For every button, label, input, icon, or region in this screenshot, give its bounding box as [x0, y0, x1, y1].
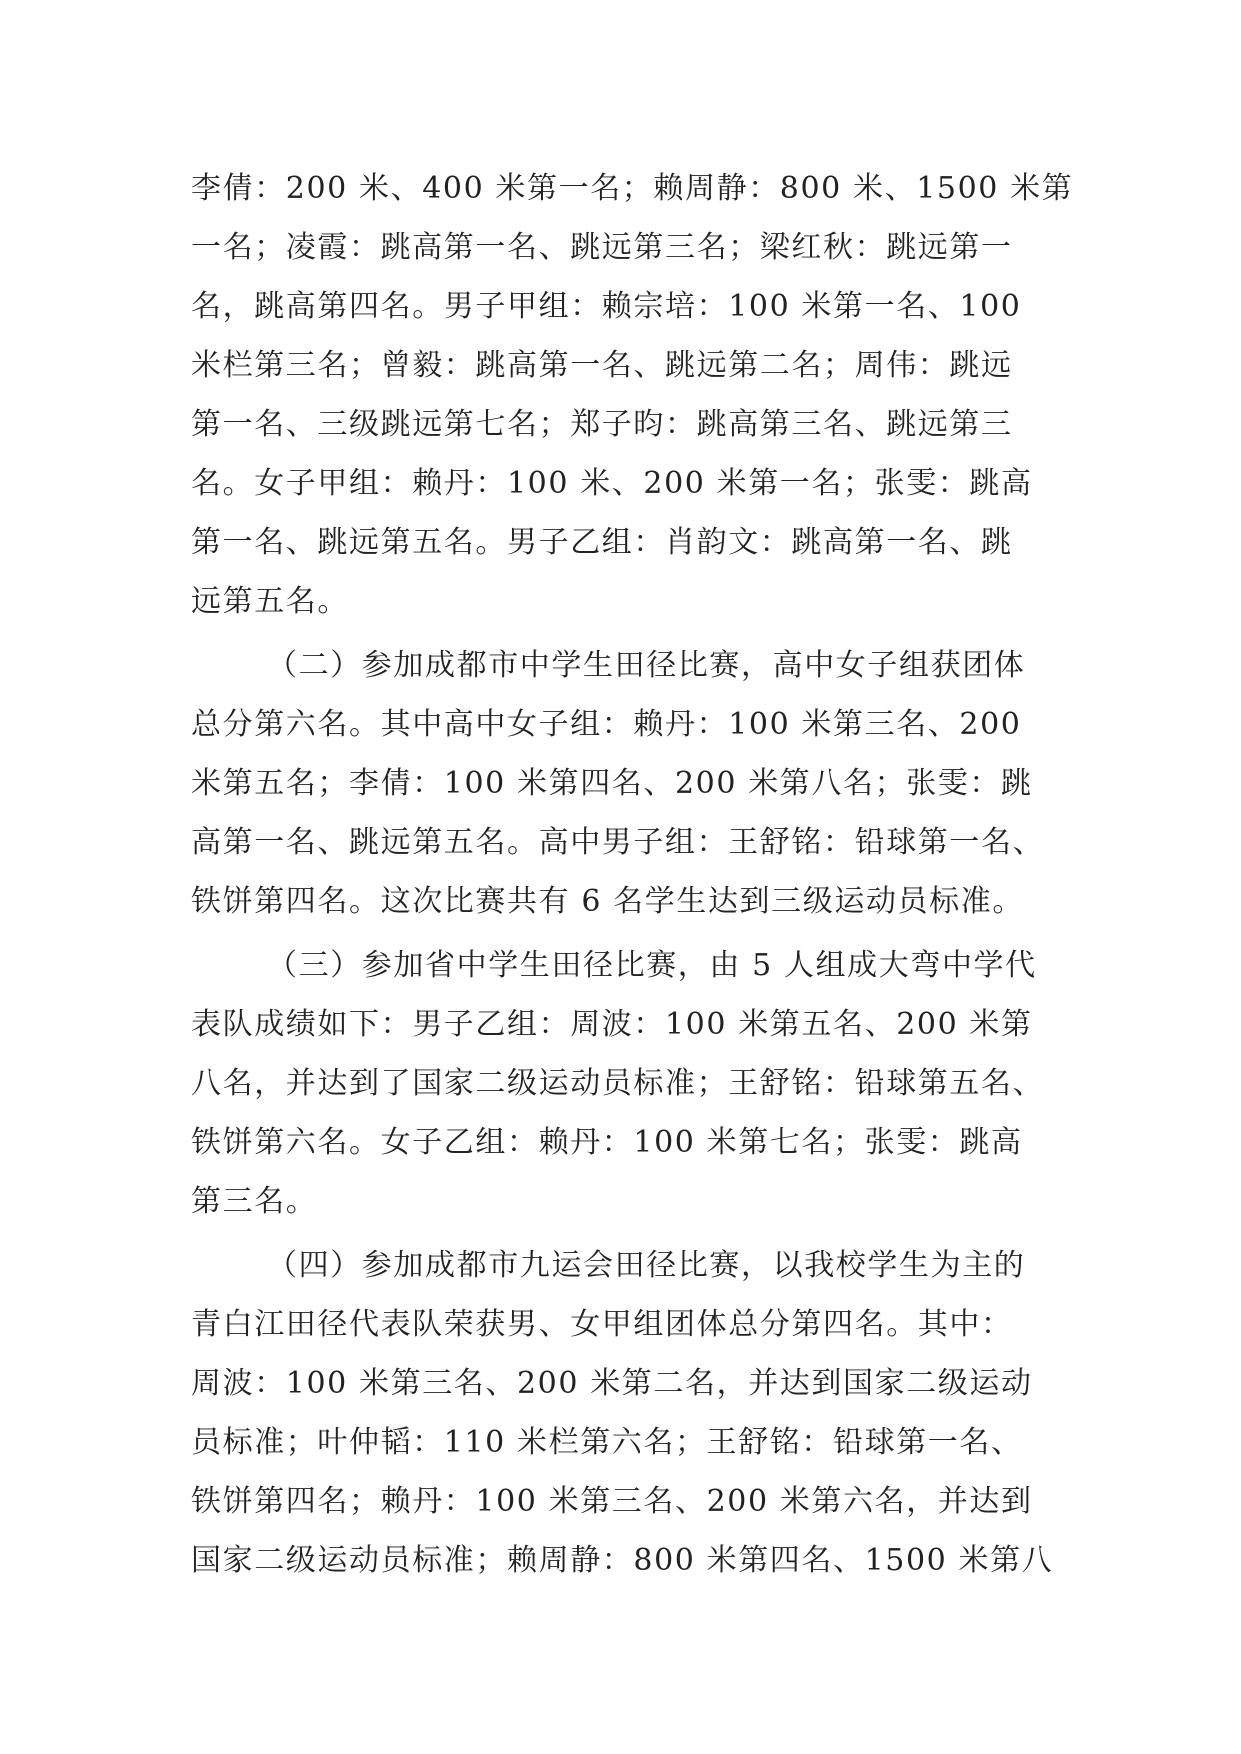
text-line: 名。女子甲组：赖丹：100 米、200 米第一名；张雯：跳高: [191, 466, 1033, 501]
text-line: 员标准；叶仲韬：110 米栏第六名；王舒铭：铅球第一名、: [191, 1425, 1023, 1460]
text-line: 铁饼第四名；赖丹：100 米第三名、200 米第六名，并达到: [191, 1484, 1033, 1519]
text-line: 铁饼第四名。这次比赛共有 6 名学生达到三级运动员标准。: [191, 884, 1024, 919]
text-line: 第一名、跳远第五名。男子乙组：肖韵文：跳高第一名、跳: [191, 525, 1013, 560]
text-line: 青白江田径代表队荣获男、女甲组团体总分第四名。其中：: [191, 1307, 1013, 1342]
document-body: [191, 159, 1074, 1595]
paragraph-1: [191, 159, 1074, 631]
text-line: 米第五名；李倩：100 米第四名、200 米第八名；张雯：跳: [191, 766, 1033, 801]
text-line: （三）参加省中学生田径比赛，由 5 人组成大弯中学代: [267, 948, 1037, 983]
text-line: 八名，并达到了国家二级运动员标准；王舒铭：铅球第五名、: [191, 1066, 1045, 1101]
text-line: 总分第六名。其中高中女子组：赖丹：100 米第三名、200: [191, 707, 1022, 742]
text-line: 第三名。: [191, 1184, 318, 1219]
text-line: 铁饼第六名。女子乙组：赖丹：100 米第七名；张雯：跳高: [191, 1125, 1023, 1160]
paragraph-4: [191, 1236, 1054, 1590]
text-line: 高第一名、跳远第五名。高中男子组：王舒铭：铅球第一名、: [191, 825, 1045, 860]
text-line: 李倩：200 米、400 米第一名；赖周静：800 米、1500 米第: [191, 171, 1074, 206]
text-line: 一名；凌霞：跳高第一名、跳远第三名；梁红秋：跳远第一: [191, 230, 1013, 265]
text-line: （二）参加成都市中学生田径比赛，高中女子组获团体: [267, 648, 1026, 683]
text-line: 远第五名。: [191, 584, 349, 619]
paragraph-3: [191, 936, 1051, 1231]
text-line: 第一名、三级跳远第七名；郑子昀：跳高第三名、跳远第三: [191, 407, 1013, 442]
text-line: 米栏第三名；曾毅：跳高第一名、跳远第二名；周伟：跳远: [191, 348, 1013, 383]
text-line: 名，跳高第四名。男子甲组：赖宗培：100 米第一名、100: [191, 289, 1022, 324]
text-line: 国家二级运动员标准；赖周静：800 米第四名、1500 米第八: [191, 1543, 1054, 1578]
text-line: 周波：100 米第三名、200 米第二名，并达到国家二级运动: [191, 1366, 1033, 1401]
text-line: （四）参加成都市九运会田径比赛，以我校学生为主的: [267, 1248, 1026, 1283]
text-line: 表队成绩如下：男子乙组：周波：100 米第五名、200 米第: [191, 1007, 1033, 1042]
paragraph-2: [191, 636, 1051, 931]
